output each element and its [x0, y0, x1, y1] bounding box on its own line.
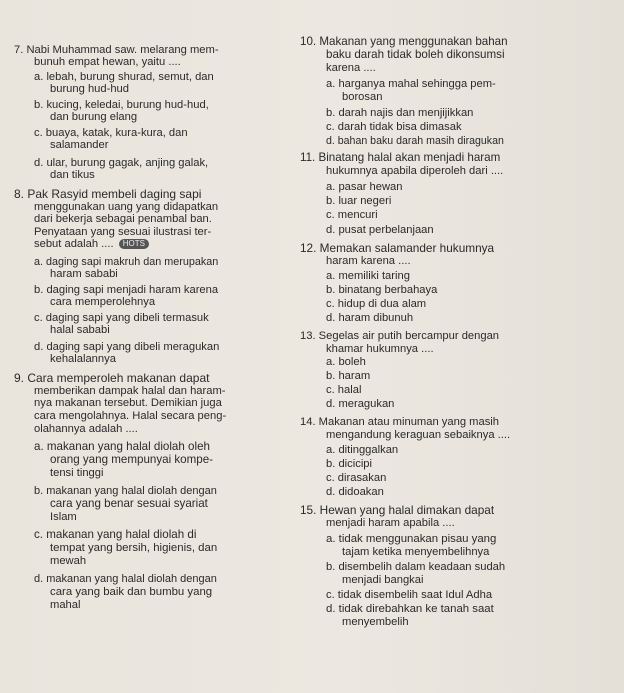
- q15-option-b: b. disembelih dalam keadaan sudah: [326, 561, 506, 573]
- hots-badge: HOTS: [119, 239, 149, 249]
- q9-stem: 9. Cara memperoleh makanan dapat: [14, 371, 210, 385]
- q15-stem: menjadi haram apabila ....: [326, 517, 455, 529]
- q9-stem: memberikan dampak halal dan haram-: [34, 385, 226, 397]
- q11-stem: hukumnya apabila diperoleh dari ....: [326, 165, 504, 177]
- q13-stem: 13. Segelas air putih bercampur dengan: [300, 330, 500, 342]
- q13-option-c: c. halal: [326, 384, 362, 396]
- q9-stem: nya makanan tersebut. Demikian juga: [34, 397, 222, 409]
- q14-option-b: b. dicicipi: [326, 458, 373, 470]
- q9-option-d: d. makanan yang halal diolah dengan: [34, 573, 217, 585]
- q9-option-d: mahal: [50, 599, 81, 611]
- q8-stem-last: [34, 238, 149, 250]
- q8-option-c: halal sababi: [50, 324, 110, 336]
- q15-option-d: menyembelih: [342, 616, 409, 628]
- q11-option-d: d. pusat perbelanjaan: [326, 224, 434, 236]
- q7-option-d: dan tikus: [50, 169, 95, 181]
- q9-option-b: cara yang benar sesuai syariat: [50, 497, 208, 510]
- q15-option-d: d. tidak direbahkan ke tanah saat: [326, 603, 494, 615]
- q11-stem: 11. Binatang halal akan menjadi haram: [300, 151, 501, 164]
- q10-option-c: c. darah tidak bisa dimasak: [326, 121, 462, 133]
- q10-option-a: borosan: [342, 91, 383, 103]
- q15-option-a: a. tidak menggunakan pisau yang: [326, 533, 497, 545]
- q7-option-b: dan burung elang: [50, 111, 138, 123]
- q8-option-b: b. daging sapi menjadi haram karena: [34, 284, 219, 296]
- q8-stem-text: sebut adalah ....: [34, 238, 114, 250]
- q13-option-b: b. haram: [326, 370, 371, 382]
- q12-stem: haram karena ....: [326, 255, 411, 267]
- q11-option-b: b. luar negeri: [326, 195, 392, 207]
- q8-option-d: kehalalannya: [50, 353, 116, 365]
- q15-option-b: menjadi bangkai: [342, 574, 424, 586]
- q10-option-d: d. bahan baku darah masih diragukan: [326, 135, 504, 147]
- q14-stem: mengandung keraguan sebaiknya ....: [326, 429, 511, 441]
- q7-stem: 7. Nabi Muhammad saw. melarang mem-: [14, 44, 219, 56]
- q15-option-c: c. tidak disembelih saat Idul Adha: [326, 589, 493, 601]
- q9-option-d: cara yang baik dan bumbu yang: [50, 586, 213, 598]
- q13-stem: khamar hukumnya ....: [326, 343, 434, 355]
- q14-option-a: a. ditinggalkan: [326, 444, 399, 456]
- q7-option-b: b. kucing, keledai, burung hud-hud,: [34, 99, 209, 111]
- q10-stem: baku darah tidak boleh dikonsumsi: [326, 48, 505, 61]
- q7-option-c: c. buaya, katak, kura-kura, dan: [34, 127, 188, 139]
- q7-stem: bunuh empat hewan, yaitu ....: [34, 56, 181, 68]
- q9-option-a: orang yang mempunyai kompe-: [50, 453, 214, 466]
- q10-stem: karena ....: [326, 62, 376, 74]
- q12-option-b: b. binatang berbahaya: [326, 284, 438, 296]
- q9-stem: olahannya adalah ....: [34, 423, 138, 435]
- q10-option-b: b. darah najis dan menjijikkan: [326, 107, 474, 119]
- q14-option-d: d. didoakan: [326, 486, 384, 498]
- q9-option-c: tempat yang bersih, higienis, dan: [50, 542, 218, 554]
- q8-stem: menggunakan uang yang didapatkan: [34, 201, 219, 213]
- q13-option-d: d. meragukan: [326, 398, 395, 410]
- q12-option-d: d. haram dibunuh: [326, 312, 414, 324]
- q9-option-a: a. makanan yang halal diolah oleh: [34, 440, 210, 453]
- q8-stem: dari bekerja sebagai penambal ban.: [34, 213, 212, 225]
- q8-option-a: a. daging sapi makruh dan merupakan: [34, 256, 219, 268]
- q8-option-a: haram sababi: [50, 268, 118, 280]
- q14-option-c: c. dirasakan: [326, 472, 387, 484]
- q7-option-a: a. lebah, burung shurad, semut, dan: [34, 71, 214, 83]
- q7-option-d: d. ular, burung gagak, anjing galak,: [34, 157, 209, 169]
- q9-option-b: b. makanan yang halal diolah dengan: [34, 485, 217, 497]
- q11-option-c: c. mencuri: [326, 209, 378, 221]
- q11-option-a: a. pasar hewan: [326, 181, 403, 193]
- q12-option-a: a. memiliki taring: [326, 270, 410, 282]
- q9-stem: cara mengolahnya. Halal secara peng-: [34, 410, 227, 422]
- q8-option-c: c. daging sapi yang dibeli termasuk: [34, 312, 209, 324]
- q15-option-a: tajam ketika menyembelihnya: [342, 546, 490, 558]
- q12-option-c: c. hidup di dua alam: [326, 298, 427, 310]
- q10-option-a: a. harganya mahal sehingga pem-: [326, 78, 496, 90]
- q8-option-b: cara memperolehnya: [50, 296, 156, 308]
- q7-option-c: salamander: [50, 139, 109, 151]
- q8-stem: 8. Pak Rasyid membeli daging sapi: [14, 187, 202, 201]
- q9-option-a: tensi tinggi: [50, 467, 104, 479]
- q9-option-b: Islam: [50, 511, 77, 523]
- q12-stem: 12. Memakan salamander hukumnya: [300, 241, 495, 255]
- q13-option-a: a. boleh: [326, 356, 366, 368]
- q8-option-d: d. daging sapi yang dibeli meragukan: [34, 341, 220, 353]
- q10-stem: 10. Makanan yang menggunakan bahan: [300, 35, 508, 48]
- q8-stem: Penyataan yang sesuai ilustrasi ter-: [34, 226, 212, 238]
- q9-option-c: mewah: [50, 555, 87, 567]
- q15-stem: 15. Hewan yang halal dimakan dapat: [300, 503, 495, 517]
- q14-stem: 14. Makanan atau minuman yang masih: [300, 416, 500, 428]
- q7-option-a: burung hud-hud: [50, 83, 130, 95]
- q9-option-c: c. makanan yang halal diolah di: [34, 528, 197, 541]
